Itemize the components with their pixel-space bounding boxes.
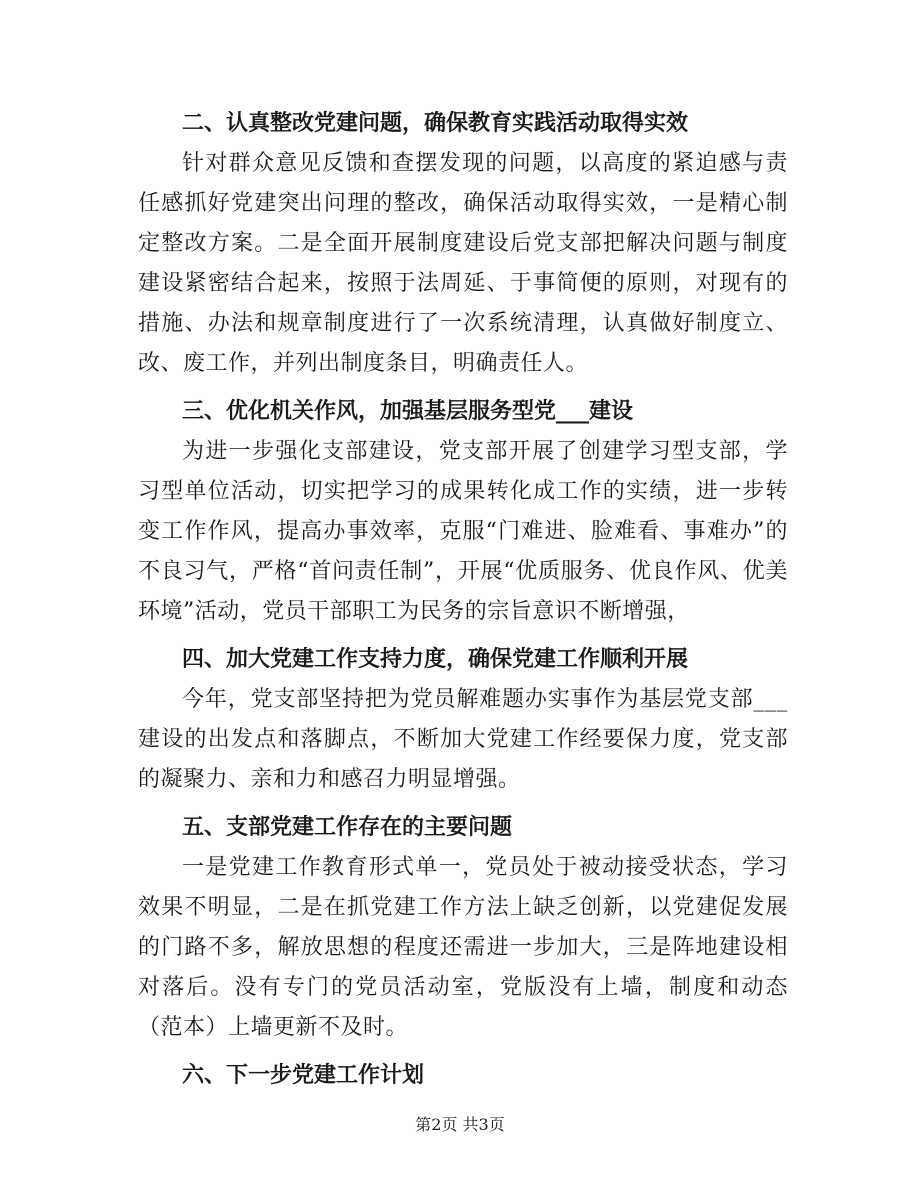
document-body (138, 104, 788, 1096)
section-paragraph-3: 为进一步强化支部建设，党支部开展了创建学习型支部，学习型单位活动，切实把学习的成果转化成工作的实绩，进一步转变工作作风，提高办事效率，克服“门难进、脸难看、事难办”的不良习气，严格“首问责任制”，开展“优质服务、优良作风、优美环境”活动，党员干部职工为民务的宗旨意识不断增强， (138, 439, 788, 624)
section-heading-2: 二、认真整改党建问题，确保教育实践活动取得实效 (182, 111, 689, 136)
section-paragraph-2: 针对群众意见反馈和查摆发现的问题，以高度的紧迫感与责任感抓好党建突出问理的整改，确保活动取得实效，一是精心制定整改方案。二是全面开展制度建设后党支部把解决问题与制度建设紧密结合起来，按照于法周延、于事简便的原则，对现有的措施、办法和规章制度进行了一次系统清理，认真做好制度立、改、废工作，并列出制度条目，明确责任人。 (138, 151, 788, 376)
page-number-footer: 第2页 共3页 (415, 1115, 505, 1134)
section-paragraph-4: 今年，党支部坚持把为党员解难题办实事作为基层党支部___建设的出发点和落脚点，不断加大党建工作经要保力度，党支部的凝聚力、亲和力和感召力明显增强。 (138, 687, 788, 792)
section-heading-4: 四、加大党建工作支持力度，确保党建工作顺利开展 (182, 647, 689, 672)
section-paragraph-5: 一是党建工作教育形式单一，党员处于被动接受状态，学习效果不明显，二是在抓党建工作方法上缺乏创新，以党建促发展的门路不多，解放思想的程度还需进一步加大，三是阵地建设相对落后。没有专门的党员活动室，党版没有上墙，制度和动态（范本）上墙更新不及时。 (138, 855, 788, 1040)
section-heading-5: 五、支部党建工作存在的主要问题 (182, 815, 513, 840)
section-heading-6: 六、下一步党建工作计划 (182, 1063, 425, 1088)
section-heading-3: 三、优化机关作风，加强基层服务型党___建设 (182, 399, 634, 424)
